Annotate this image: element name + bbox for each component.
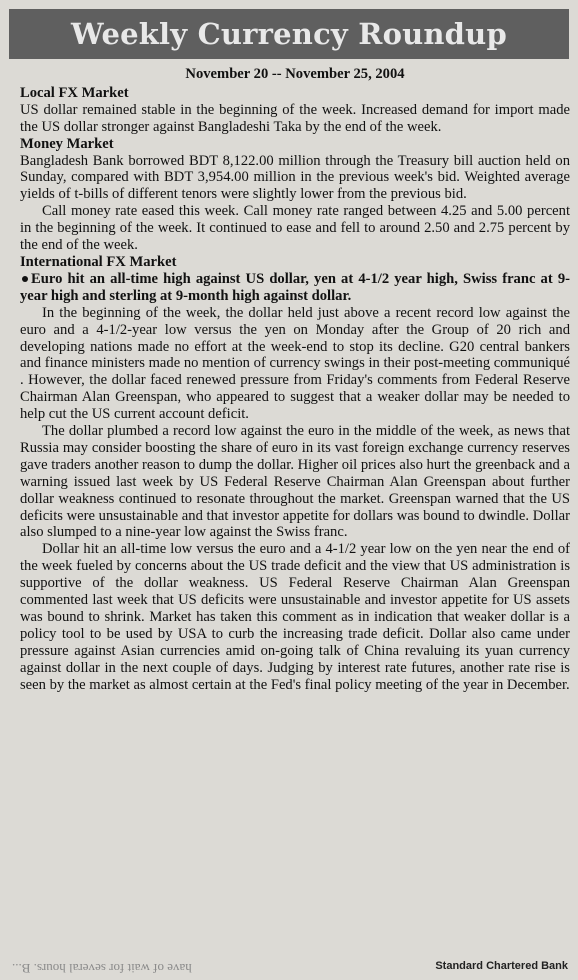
article-title: Weekly Currency Roundup xyxy=(71,17,507,51)
intl-fx-bullet-text: Euro hit an all-time high against US dollar, yen at 4-1/2 year high, Swiss franc at 9-year high and sterling at 9-month high against dollar. xyxy=(20,270,570,304)
money-market-paragraph-2: Call money rate eased this week. Call money rate ranged between 4.25 and 5.00 percent in the beginning of the week. It continued to ease and fell to around 2.50 and 2.75 percent by the end of the week. xyxy=(20,203,570,254)
bleed-through-text: have of wait for several hours. B... xyxy=(12,961,192,976)
title-banner xyxy=(9,9,569,59)
intl-fx-paragraph-3: Dollar hit an all-time low versus the euro and a 4-1/2 year low on the yen near the end of the week fueled by concerns about the US trade deficit and the view that US administration is supportive of the dollar weakness. US Federal Reserve Chairman Alan Greenspan commented last week that US deficits were unsustainable and investor appetite for US assets was bound to shrink. Market has taken this comment as in indication that weaker dollar is a policy tool to be used by USA to curb the increasing trade deficit. Dollar also came under pressure against Asian currencies amid on-going talk of China revaluing its yuan currency against dollar in the next couple of days. Judging by interest rate futures, another rate rise is seen by the market as almost certain at the Fed's final policy meeting of the year in December. xyxy=(20,541,570,693)
intl-fx-paragraph-2: The dollar plumbed a record low against the euro in the middle of the week, as news that Russia may consider boosting the share of euro in its vast foreign exchange currency reserves gave traders another reason to dump the dollar. Higher oil prices also hurt the greenback and a warning issued last week by US Federal Reserve Chairman Alan Greenspan about further dollar weakness continued to resonate throughout the market. Greenspan warned that the US deficits were unsustainable and that investor appetite for dollars was bound to dwindle. Dollar also slumped to a nine-year low against the Swiss franc. xyxy=(20,423,570,541)
section-heading-intl-fx: International FX Market xyxy=(20,253,177,270)
money-market-paragraph-1: Bangladesh Bank borrowed BDT 8,122.00 million through the Treasury bill auction held on Sunday, compared with BDT 3,954.00 million in the previous week's bid. Weighted average yields of t-bills of different tenors were slightly lower from the previous bid. xyxy=(20,152,570,203)
sponsor-brand: Standard Chartered Bank xyxy=(435,960,568,972)
intl-fx-bullet xyxy=(20,271,570,305)
intl-fx-paragraph-1: In the beginning of the week, the dollar held just above a recent record low against the euro and a 4-1/2-year low versus the yen on Monday after the Group of 20 rich and developing nations made no effort at the week-end to stop its decline. G20 central bankers and finance ministers made no mention of currency swings in their post-meeting communiqué . However, the dollar faced renewed pressure from Friday's comments from Federal Reserve Chairman Alan Greenspan, who appeared to suggest that a weaker dollar may be needed to help cut the US current account deficit. xyxy=(20,304,570,423)
section-heading-money-market: Money Market xyxy=(20,135,114,152)
footer xyxy=(0,952,578,980)
local-fx-paragraph: US dollar remained stable in the beginning of the week. Increased demand for import made the US dollar stronger against Bangladeshi Taka by the end of the week. xyxy=(20,101,570,135)
article-body xyxy=(20,64,570,694)
section-heading-local-fx: Local FX Market xyxy=(20,84,129,101)
date-range: November 20 -- November 25, 2004 xyxy=(185,66,405,82)
bullet-icon xyxy=(22,276,28,282)
